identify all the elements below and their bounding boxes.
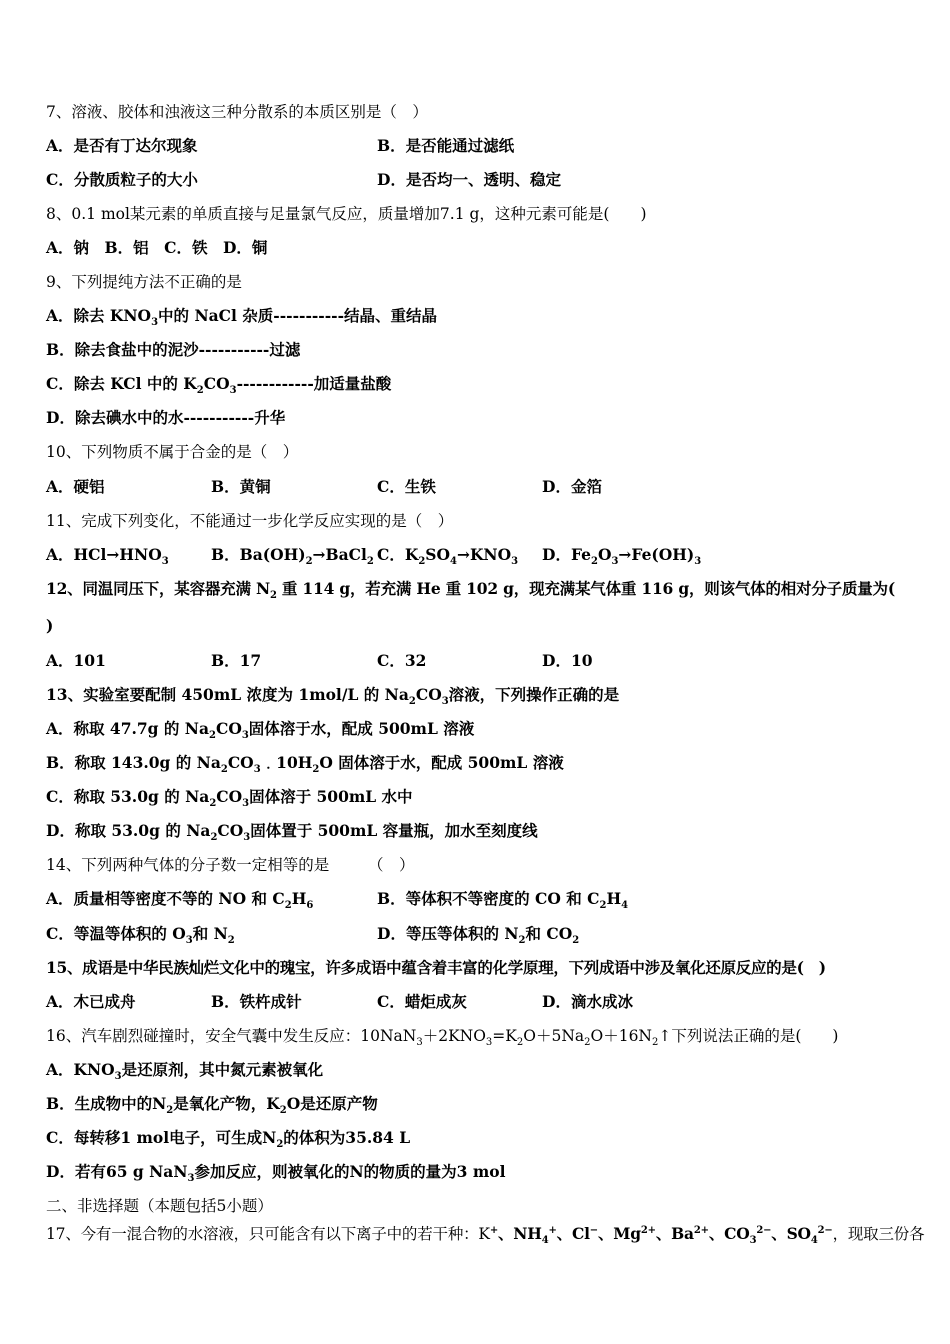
q7-option-c: C．分散质粒子的大小 (46, 170, 198, 189)
q9-option-c: C．除去 KCl 中的 $K_2CO_3------------$加适量盐酸 (46, 374, 392, 397)
q15-option-b: B．铁杵成针 (211, 992, 302, 1011)
q11-option-a: A．$HCl\to HNO_3$ (46, 545, 169, 568)
q11-option-c: C．$K_2SO_4\to KNO_3$ (377, 545, 519, 568)
q10-option-d: D．金箔 (542, 477, 602, 496)
q13-option-b: B．称取 143.0g 的 $Na_2CO_3﹒10H_2O$ 固体溶于水，配成 500mL 溶液 (46, 753, 564, 776)
q13-stem: 13、实验室要配制 450mL 浓度为 1mol/L 的 $Na_2CO_3$溶液，下列操作正确的是 (46, 685, 620, 708)
q7-option-d: D．是否均一、透明、稳定 (377, 170, 561, 189)
q12-option-d: D．10 (542, 651, 593, 670)
q15-stem: 15、成语是中华民族灿烂文化中的瑰宝，许多成语中蕴含着丰富的化学原理，下列成语中涉及氧化还原反应的是( ) (46, 958, 826, 977)
q9-option-b: B．除去食盐中的泥沙-----------过滤 (46, 340, 301, 359)
q15-option-c: C．蜡炬成灰 (377, 992, 467, 1011)
q12-stem: 12、同温同压下，某容器充满 $N_2$ 重 114 g，若充满 He 重 102 g，现充满某气体重 116 g，则该气体的相对分子质量为( (46, 579, 895, 602)
q15-option-a: A．木已成舟 (46, 992, 136, 1011)
q7-stem: 7、溶液、胶体和浊液这三种分散系的本质区别是（ ） (46, 103, 428, 121)
q7-option-b: B．是否能通过滤纸 (377, 136, 515, 155)
q13-option-c: C．称取 53.0g 的 $Na_2CO_3$固体溶于 500mL 水中 (46, 787, 413, 810)
q12-option-c: C．32 (377, 651, 427, 670)
q8-stem: 8、0.1 mol某元素的单质直接与足量氯气反应，质量增加7.1 g，这种元素可能是( ) (46, 205, 647, 223)
q11-option-b: B．$Ba(OH)_2\to BaCl_2$ (211, 545, 374, 568)
q10-option-a: A．硬铝 (46, 477, 105, 496)
q15-option-d: D．滴水成冰 (542, 992, 633, 1011)
q14-option-c: C．等温等体积的 $O_3$和 $N_2$ (46, 924, 235, 947)
q12-option-a: A．101 (46, 651, 106, 670)
q10-option-b: B．黄铜 (211, 477, 271, 496)
q16-option-c: C．每转移1 mol电子，可生成$N_2$的体积为35.84 L (46, 1128, 411, 1151)
q14-option-d: D．等压等体积的 $N_2$和 $CO_2$ (377, 924, 580, 947)
q10-option-c: C．生铁 (377, 477, 436, 496)
q9-option-d: D．除去碘水中的水-----------升华 (46, 408, 286, 427)
q16-stem: 16、汽车剧烈碰撞时，安全气囊中发生反应：$10NaN_3+2KNO_3=K_2O+5Na_2O+16N_2↑$下列说法正确的是( ) (46, 1027, 839, 1049)
q14-option-a: A．质量相等密度不等的 NO 和 $C_2H_6$ (46, 889, 314, 912)
q12-stem-cont: ) (46, 616, 54, 635)
q10-stem: 10、下列物质不属于合金的是（ ） (46, 443, 299, 461)
q17-stem: 17、今有一混合物的水溶液，只可能含有以下离子中的若干种：K+、$NH_4^+$、Cl−、$Mg^{2+}$、$Ba^{2+}$、$CO_3^{2-}$、$SO_4^{2-}$，现取三份各 (46, 1224, 925, 1247)
q13-option-a: A．称取 47.7g 的 $Na_2CO_3$固体溶于水，配成 500mL 溶液 (46, 719, 475, 742)
q14-option-b: B．等体积不等密度的 CO 和 $C_2H_4$ (377, 889, 629, 912)
q16-option-a: A．$KNO_3$是还原剂，其中氮元素被氧化 (46, 1060, 324, 1083)
section-heading: 二、非选择题（本题包括5小题） (46, 1197, 273, 1215)
q9-option-a: A．除去 $KNO_3$中的 NaCl 杂质-----------结晶、重结晶 (46, 306, 438, 329)
q9-stem: 9、下列提纯方法不正确的是 (46, 273, 242, 291)
q13-option-d: D．称取 53.0g 的 $Na_2CO_3$固体置于 500mL 容量瓶，加水至刻度线 (46, 821, 538, 844)
q8-options: A．钠 B．铝 C．铁 D．铜 (46, 238, 268, 257)
q11-stem: 11、完成下列变化，不能通过一步化学反应实现的是（ ） (46, 512, 454, 530)
q14-stem: 14、下列两种气体的分子数一定相等的是 （ ） (46, 856, 415, 874)
q16-option-d: D．若有65 g NaN$_3$参加反应，则被氧化的N的物质的量为3 mol (46, 1162, 506, 1185)
q12-option-b: B．17 (211, 651, 262, 670)
q11-option-d: D．$Fe_2O_3\to Fe(OH)_3$ (542, 545, 702, 568)
q16-option-b: B．生成物中的$N_2$是氧化产物，$K_2O$是还原产物 (46, 1094, 378, 1117)
q7-option-a: A．是否有丁达尔现象 (46, 136, 198, 155)
